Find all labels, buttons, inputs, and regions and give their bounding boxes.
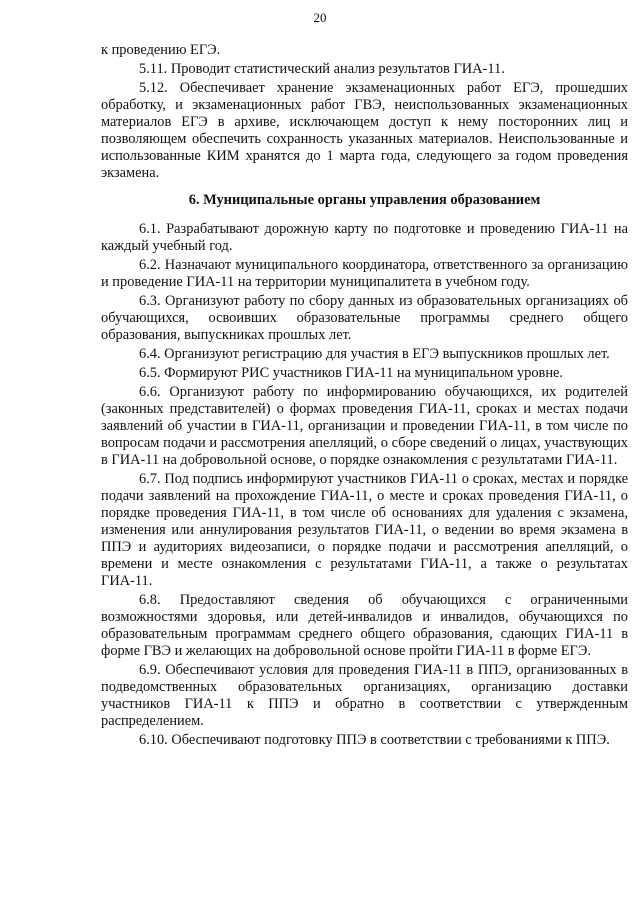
paragraph-6-5: 6.5. Формируют РИС участников ГИА-11 на муниципальном уровне. (139, 365, 564, 381)
paragraph-6-10: 6.10. Обеспечивают подготовку ППЭ в соответствии с требованиями к ППЭ. (139, 732, 610, 748)
paragraph-6-1: 6.1. Разрабатывают дорожную карту по подготовке и проведению ГИА-11 на каждый учебный год. (101, 221, 628, 254)
paragraph-6-4: 6.4. Организуют регистрацию для участия в ЕГЭ выпускников прошлых лет. (139, 346, 610, 362)
section-heading: 6. Муниципальные органы управления образованием (188, 192, 541, 208)
paragraph-continuation: к проведению ЕГЭ. (101, 42, 221, 58)
paragraph-5-12: 5.12. Обеспечивает хранение экзаменационных работ ЕГЭ, прошедших обработку, и экзаменационных работ ГВЭ, неиспользованных экзаменационных материалов ЕГЭ в архиве, исключающем доступ к нему посторонних лиц и позволяющем обеспечить сохранность указанных материалов. Неиспользованные и использованные КИМ хранятся до 1 марта года, следующего за годом проведения экзамена. (101, 80, 628, 181)
paragraph-5-11: 5.11. Проводит статистический анализ результатов ГИА-11. (139, 61, 505, 77)
page-number: 20 (313, 10, 327, 25)
paragraph-6-2: 6.2. Назначают муниципального координатора, ответственного за организацию и проведение ГИА-11 на территории муниципалитета в учебном году. (101, 257, 628, 290)
paragraph-6-7: 6.7. Под подпись информируют участников ГИА-11 о сроках, местах и порядке подачи заявлений на прохождение ГИА-11, о месте и сроках проведения ГИА-11, о порядке проведения ГИА-11, в том числе об основаниях для удаления с экзамена, изменения или аннулирования результатов ГИА-11, о ведении во время экзамена в ППЭ и аудиториях видеозаписи, о порядке подачи и рассмотрения апелляций, о времени и месте ознакомления с результатами ГИА-11, а также о результатах ГИА-11. (101, 471, 628, 589)
paragraph-6-8: 6.8. Предоставляют сведения об обучающихся с ограниченными возможностями здоровья, или детей-инвалидов и инвалидов, обучающихся по образовательным программам среднего общего образования, сдающих ГИА-11 в форме ГВЭ и желающих на добровольной основе пройти ГИА-11 в форме ЕГЭ. (101, 592, 628, 659)
document-body (101, 42, 628, 751)
paragraph-6-9: 6.9. Обеспечивают условия для проведения ГИА-11 в ППЭ, организованных в подведомственных образовательных организациях, организацию доставки участников ГИА-11 к ППЭ и обратно в соответствии с утвержденным распределением. (101, 662, 628, 729)
paragraph-6-3: 6.3. Организуют работу по сбору данных из образовательных организациях об обучающихся, освоивших образовательные программы среднего общего образования, выпускниках прошлых лет. (101, 293, 628, 343)
paragraph-6-6: 6.6. Организуют работу по информированию обучающихся, их родителей (законных представителей) о формах проведения ГИА-11, сроках и местах подачи заявлений об участии в ГИА-11, организации и проведении ГИА-11, в том числе по вопросам подачи и рассмотрения апелляций, о сборе сведений о лицах, участвующих в ГИА-11 на добровольной основе, о порядке ознакомления с результатами ГИА-11. (101, 384, 628, 468)
